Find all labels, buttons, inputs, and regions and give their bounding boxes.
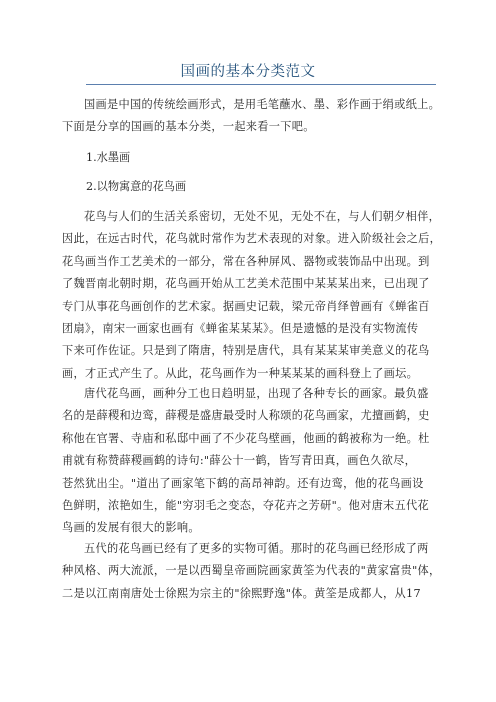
text-line: 甫就有称赞薛稷画鹤的诗句:"薛公十一鹤，皆写青田真，画色久欲尽， [62, 454, 417, 468]
text-line: 苍然犹出尘。"道出了画家笔下鹤的高昂神韵。还有边鸾，他的花鸟画设 [62, 476, 424, 490]
text-line: 五代的花鸟画已经有了更多的实物可循。那时的花鸟画已经形成了两 [84, 542, 429, 555]
text-line: 专门从事花鸟画创作的艺术家。据画史记载，梁元帝肖绎曾画有《蝉雀百 [62, 299, 430, 313]
text-line: 唐代花鸟画，画种分工也日趋明显，出现了各种专长的画家。最负盛 [84, 387, 429, 400]
text-line: 下面是分享的国画的基本分类，一起来看一下吧。 [62, 120, 315, 134]
text-line: 花鸟画当作工艺美术的一部分，常在各种屏风、器物或装饰品中出现。到 [62, 254, 430, 268]
text-line: 团扇》，南宋一画家也画有《蝉雀某某某》。但是遗憾的是没有实物流传 [62, 322, 419, 336]
text-line: 因此，在远古时代，花鸟就时常作为艺术表现的对象。进入阶级社会之后， [62, 232, 442, 246]
paragraph-tang-dynasty [62, 383, 444, 540]
paragraph-bird-flower-history [62, 206, 444, 385]
text-line: 二是以江南南唐处士徐熙为宗主的"徐熙野逸"体。黄筌是成都人，从17 [62, 586, 421, 600]
text-line: 称他在官署、寺庙和私邸中画了不少花鸟壁画，他画的鹤被称为一绝。杜 [62, 431, 430, 445]
text-line: 鸟画的发展有很大的影响。 [62, 521, 200, 535]
text-line: 种风格、两大流派，一是以西蜀皇帝画院画家黄筌为代表的"黄家富贵"体， [62, 564, 441, 578]
text-line: 下来可作佐证。只是到了隋唐，特别是唐代，具有某某某审美意义的花鸟 [62, 344, 430, 358]
text-line: 名的是薛稷和边鸾，薛稷是盛唐最受时人称颂的花鸟画家，尤擅画鹤，史 [62, 409, 430, 423]
section-heading-ink-painting: 1.水墨画 [86, 151, 131, 164]
text-line: 国画是中国的传统绘画形式，是用毛笔蘸水、墨、彩作画于绢或纸上。 [84, 98, 441, 111]
text-line: 画，才正式产生了。从此，花鸟画作为一种某某某的画科登上了画坛。 [62, 366, 419, 380]
title-underline [86, 84, 436, 85]
document-title: 国画的基本分类范文 [180, 64, 316, 80]
section-heading-bird-flower: 2.以物寓意的花鸟画 [86, 180, 187, 193]
text-line: 了魏晋南北朝时期，花鸟画开始从工艺美术范围中某某某出来，已出现了 [62, 277, 430, 291]
intro-paragraph [62, 94, 444, 139]
text-line: 花鸟与人们的生活关系密切，无处不见，无处不在，与人们朝夕相伴， [84, 210, 441, 223]
paragraph-five-dynasties [62, 538, 444, 605]
text-line: 色鲜明，浓艳如生，能"穷羽毛之变态，夺花卉之芳研"。他对唐末五代花 [62, 499, 430, 513]
